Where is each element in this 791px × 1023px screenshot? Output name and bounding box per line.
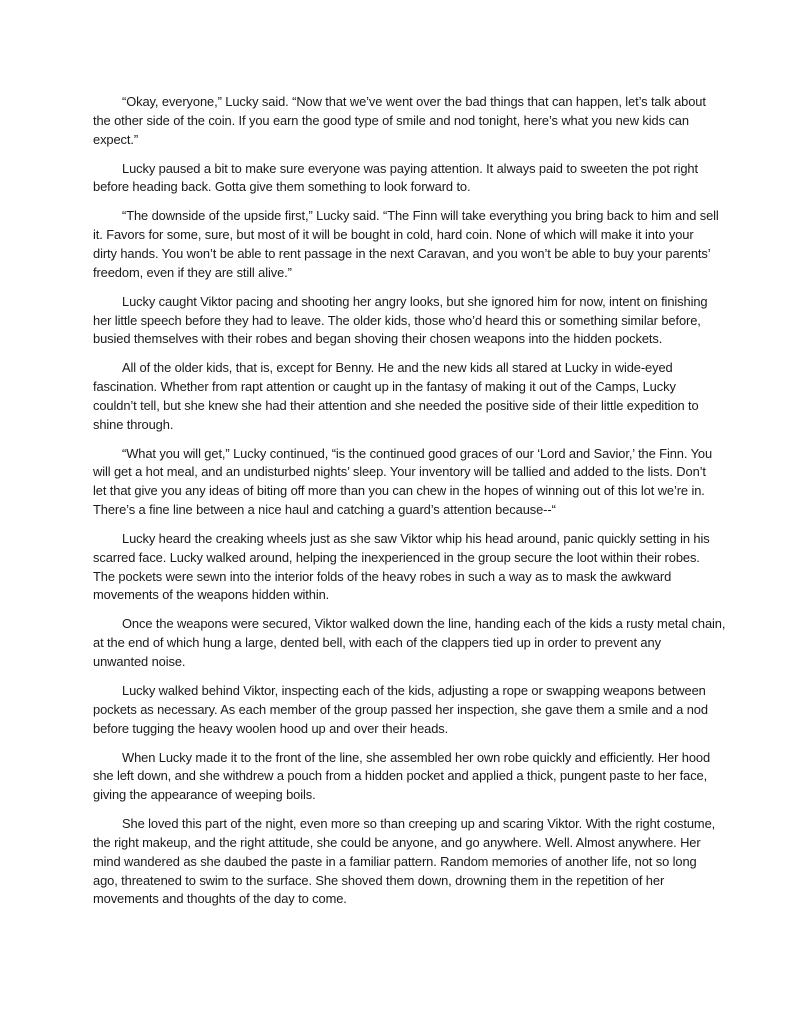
text-line: Lucky paused a bit to make sure everyone was paying attention. It always paid to sweeten the pot right bbox=[122, 160, 698, 176]
paragraph bbox=[93, 207, 733, 282]
text-line: There’s a fine line between a nice haul and catching a guard’s attention because--“ bbox=[93, 502, 556, 518]
text-line: couldn’t tell, but she knew she had their attention and she needed the positive side of their little expedition to bbox=[93, 397, 699, 413]
text-line: All of the older kids, that is, except for Benny. He and the new kids all stared at Lucky in wide-eyed bbox=[122, 360, 673, 376]
document-page bbox=[93, 93, 733, 919]
text-line: scarred face. Lucky walked around, helping the inexperienced in the group secure the loot within their robes. bbox=[93, 549, 700, 565]
paragraph bbox=[93, 682, 733, 738]
text-line: mind wandered as she daubed the paste in a familiar pattern. Random memories of another life, not so long bbox=[93, 853, 697, 869]
text-line: freedom, even if they are still alive.” bbox=[93, 264, 292, 280]
text-line: busied themselves with their robes and began shoving their chosen weapons into the hidden pockets. bbox=[93, 331, 663, 347]
text-line: her little speech before they had to leave. The older kids, those who’d heard this or something similar before, bbox=[93, 312, 701, 328]
text-line: “Okay, everyone,” Lucky said. “Now that we’ve went over the bad things that can happen, let’s talk about bbox=[122, 94, 706, 109]
text-line: ago, threatened to swim to the surface. She shoved them down, drowning them in the repetition of her bbox=[93, 872, 665, 888]
text-line: she left down, and she withdrew a pouch from a hidden pocket and applied a thick, pungent paste to her face, bbox=[93, 768, 708, 784]
text-line: fascination. Whether from rapt attention or caught up in the fantasy of making it out of the Camps, Lucky bbox=[93, 379, 676, 395]
text-line: dirty hands. You won’t be able to rent passage in the next Caravan, and you won’t be able to buy your parents’ bbox=[93, 245, 711, 261]
text-line: giving the appearance of weeping boils. bbox=[93, 787, 316, 803]
text-line: movements of the weapons hidden within. bbox=[93, 587, 330, 603]
text-line: will get a hot meal, and an undisturbed nights’ sleep. Your inventory will be tallied and added to the lists. Don’t bbox=[93, 464, 706, 480]
text-line: Lucky heard the creaking wheels just as she saw Viktor whip his head around, panic quickly setting in his bbox=[122, 531, 710, 547]
paragraph bbox=[93, 815, 733, 909]
text-line: shine through. bbox=[93, 416, 174, 432]
paragraph bbox=[93, 615, 733, 671]
paragraph bbox=[93, 293, 733, 349]
paragraph bbox=[93, 445, 733, 520]
paragraph bbox=[93, 530, 733, 605]
text-line: at the end of which hung a large, dented bell, with each of the clappers tied up in order to prevent any bbox=[93, 635, 661, 651]
text-line: unwanted noise. bbox=[93, 654, 186, 670]
text-line: “The downside of the upside first,” Lucky said. “The Finn will take everything you bring back to him and sell bbox=[122, 208, 719, 224]
text-line: Lucky walked behind Viktor, inspecting each of the kids, adjusting a rope or swapping weapons between bbox=[122, 683, 706, 699]
paragraph bbox=[93, 160, 733, 198]
text-line: “What you will get,” Lucky continued, “is the continued good graces of our ‘Lord and Savior,’ the Finn. You bbox=[122, 445, 713, 461]
text-line: She loved this part of the night, even more so than creeping up and scaring Viktor. With the right costume, bbox=[122, 816, 716, 832]
text-line: The pockets were sewn into the interior folds of the heavy robes in such a way as to mask the awkward bbox=[93, 568, 672, 584]
text-line: the right makeup, and the right attitude, she could be anyone, and go anywhere. Well. Almost anywhere. Her bbox=[93, 834, 701, 850]
paragraph bbox=[93, 359, 733, 434]
text-line: movements and thoughts of the day to come. bbox=[93, 891, 347, 907]
text-line: pockets as necessary. As each member of the group passed her inspection, she gave them a smile and a nod bbox=[93, 701, 708, 717]
text-line: When Lucky made it to the front of the line, she assembled her own robe quickly and efficiently. Her hood bbox=[122, 749, 711, 765]
text-line: before tugging the heavy woolen hood up and over their heads. bbox=[93, 720, 449, 736]
text-line: expect.” bbox=[93, 131, 139, 147]
text-line: Once the weapons were secured, Viktor walked down the line, handing each of the kids a rusty metal chain, bbox=[122, 616, 726, 632]
text-line: Lucky caught Viktor pacing and shooting her angry looks, but she ignored him for now, intent on finishing bbox=[122, 293, 708, 309]
paragraph bbox=[93, 749, 733, 805]
text-line: let that give you any ideas of biting off more than you can chew in the hopes of winning out of this lot we’re in. bbox=[93, 483, 705, 499]
text-line: the other side of the coin. If you earn the good type of smile and nod tonight, here’s what you new kids can bbox=[93, 112, 689, 128]
paragraph bbox=[93, 93, 733, 149]
text-line: it. Favors for some, sure, but most of it will be bought in cold, hard coin. None of which will make it into your bbox=[93, 227, 694, 243]
text-line: before heading back. Gotta give them something to look forward to. bbox=[93, 179, 471, 195]
